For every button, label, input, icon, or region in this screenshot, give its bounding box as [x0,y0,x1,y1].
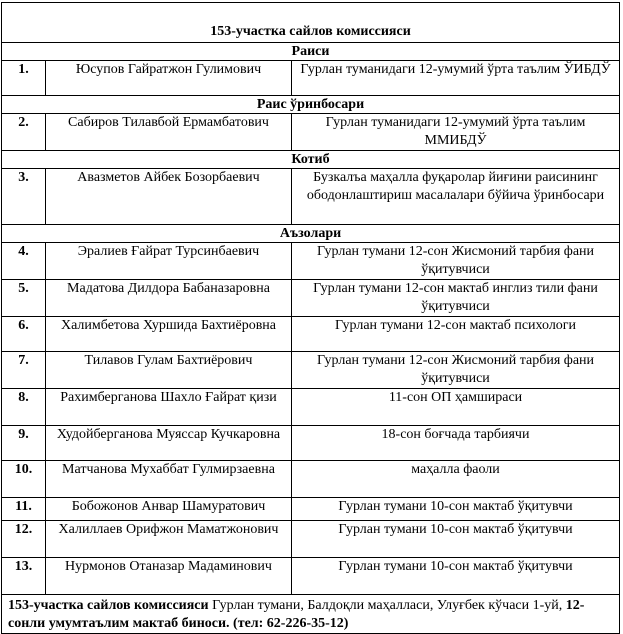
row-number: 11. [2,498,46,521]
member-position: Гурлан туманидаги 12-умумий ўрта таълим ММИБДЎ [292,114,620,151]
table-row [2,169,620,225]
table-row [2,389,620,426]
row-number: 13. [2,558,46,595]
table-row [2,317,620,352]
row-number: 5. [2,280,46,317]
member-position: Гурлан тумани 12-сон мактаб инглиз тили фани ўқитувчиси [292,280,620,317]
row-number: 12. [2,521,46,558]
table-row [2,461,620,498]
member-name: Юсупов Гайратжон Гулимович [46,61,292,96]
footer-row [2,595,620,634]
table-row [2,521,620,558]
table-row [2,352,620,389]
commission-table [1,2,620,634]
section-heading: Раиси [2,43,620,61]
section-header-row [2,225,620,243]
member-name: Худойберганова Муяссар Кучкаровна [46,426,292,461]
member-name: Матчанова Мухаббат Гулмирзаевна [46,461,292,498]
member-name: Халиллаев Орифжон Маматжонович [46,521,292,558]
member-name: Мадатова Дилдора Бабаназаровна [46,280,292,317]
member-position: Гурлан тумани 10-сон мактаб ўқитувчи [292,558,620,595]
section-heading: Раис ўринбосари [2,96,620,114]
member-name: Халимбетова Хуршида Бахтиёровна [46,317,292,352]
row-number: 3. [2,169,46,225]
row-number: 10. [2,461,46,498]
member-name: Нурмонов Отаназар Мадаминович [46,558,292,595]
member-position: 18-сон боғчада тарбиячи [292,426,620,461]
member-position: Гурлан туманидаги 12-умумий ўрта таълим ЎИБДЎ [292,61,620,96]
member-name: Рахимберганова Шахло Ғайрат қизи [46,389,292,426]
footer-building-phone: 12-сонли умумтаълим мактаб биноси. (тел: 62-226-35-12) [8,598,585,631]
table-row [2,61,620,96]
member-name: Авазметов Айбек Бозорбаевич [46,169,292,225]
member-name: Эралиев Ғайрат Турсинбаевич [46,243,292,280]
table-row [2,280,620,317]
footer-commission-name: 153-участка сайлов комиссияси [8,598,209,613]
row-number: 8. [2,389,46,426]
table-title: 153-участка сайлов комиссияси [2,3,620,43]
table-row [2,558,620,595]
member-position: Гурлан тумани 12-сон Жисмоний тарбия фани ўқитувчиси [292,352,620,389]
table-row [2,243,620,280]
section-heading: Котиб [2,151,620,169]
row-number: 6. [2,317,46,352]
document-sheet [1,2,619,634]
member-name: Бобожонов Анвар Шамуратович [46,498,292,521]
table-row [2,498,620,521]
row-number: 4. [2,243,46,280]
section-header-row [2,151,620,169]
row-number: 1. [2,61,46,96]
row-number: 7. [2,352,46,389]
member-position: 11-сон ОП ҳамшираси [292,389,620,426]
member-position: Гурлан тумани 12-сон мактаб психологи [292,317,620,352]
member-name: Сабиров Тилавбой Ермамбатович [46,114,292,151]
commission-address [2,595,620,634]
commission-table-body [2,3,620,634]
row-number: 9. [2,426,46,461]
member-position: Гурлан тумани 10-сон мактаб ўқитувчи [292,498,620,521]
footer-address: Гурлан тумани, Балдоқли маҳалласи, Улуғбек кўчаси 1-уй, [208,598,566,613]
member-position: маҳалла фаоли [292,461,620,498]
table-row [2,426,620,461]
member-position: Бузкалъа маҳалла фуқаролар йиғини раисининг ободонлаштириш масалалари бўйича ўринбосари [292,169,620,225]
section-header-row [2,96,620,114]
section-heading: Аъзолари [2,225,620,243]
member-position: Гурлан тумани 12-сон Жисмоний тарбия фани ўқитувчиси [292,243,620,280]
member-name: Тилавов Гулам Бахтиёрович [46,352,292,389]
member-position: Гурлан тумани 10-сон мактаб ўқитувчи [292,521,620,558]
table-row [2,114,620,151]
row-number: 2. [2,114,46,151]
title-row [2,3,620,43]
section-header-row [2,43,620,61]
